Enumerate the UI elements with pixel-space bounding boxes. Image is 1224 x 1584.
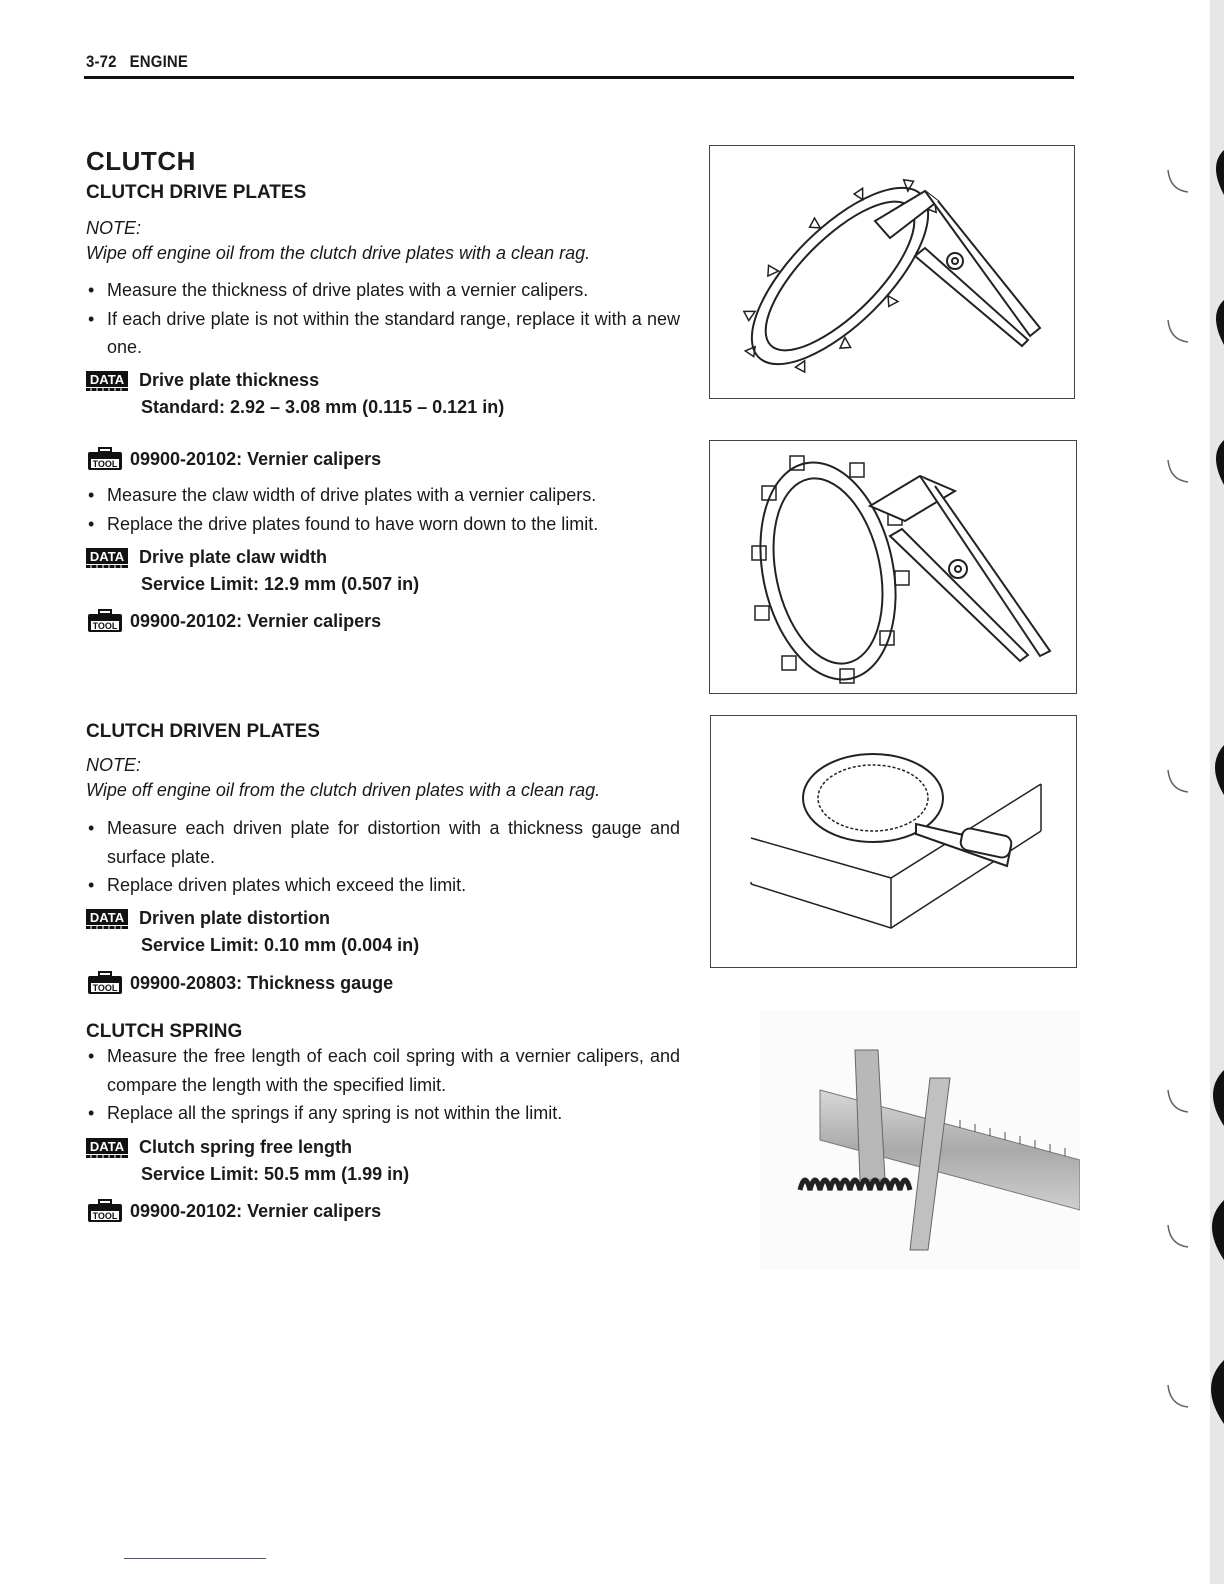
drive-note-text: Wipe off engine oil from the clutch drive plates with a clean rag. <box>86 243 591 263</box>
page-number: 3-72 <box>86 52 117 71</box>
list-item: • Measure the thickness of drive plates with a vernier calipers. <box>86 276 680 305</box>
figure-claw-width <box>709 440 1077 694</box>
tool-label: 09900-20102: Vernier calipers <box>130 610 382 631</box>
driven-bullets <box>86 814 680 900</box>
spring-bullets <box>86 1042 680 1128</box>
spec-value: Service Limit: 12.9 mm (0.507 in) <box>141 574 420 594</box>
spring-caliper-photo <box>760 1010 1080 1270</box>
svg-text:DATA: DATA <box>89 1138 125 1154</box>
page-header <box>86 52 188 72</box>
tool-label: 09900-20803: Thickness gauge <box>130 972 394 993</box>
surface-plate-illustration <box>711 716 1076 967</box>
page-title: CLUTCH <box>86 146 196 176</box>
spec-title: Drive plate thickness <box>139 370 320 390</box>
list-item: • Measure the free length of each coil spring with a vernier calipers, and compare the length with the specified limit. <box>86 1042 680 1099</box>
svg-text:DATA: DATA <box>89 371 125 387</box>
svg-text:TOOL: TOOL <box>92 983 118 993</box>
tool-badge-icon <box>86 446 124 472</box>
svg-text:TOOL: TOOL <box>92 459 118 469</box>
tool-label: 09900-20102: Vernier calipers <box>130 1200 382 1221</box>
spring-tool <box>86 1198 381 1224</box>
driven-note-text: Wipe off engine oil from the clutch driven plates with a clean rag. <box>86 780 601 800</box>
figure-plate-thickness <box>709 145 1075 399</box>
svg-text:TOOL: TOOL <box>92 1211 118 1221</box>
driven-note-label: NOTE: <box>86 755 142 775</box>
drive-tool-1 <box>86 446 381 472</box>
drive-thickness-spec <box>86 367 504 421</box>
header-rule <box>84 76 1074 79</box>
driven-distortion-spec <box>86 905 419 959</box>
drive-note-label: NOTE: <box>86 218 142 238</box>
svg-text:DATA: DATA <box>89 909 125 925</box>
data-badge-icon <box>86 368 130 394</box>
spec-title: Drive plate claw width <box>139 547 328 567</box>
drive-claw-spec <box>86 544 419 598</box>
data-badge-icon <box>86 545 130 571</box>
list-item: • Measure the claw width of drive plates with a vernier calipers. <box>86 481 680 510</box>
spec-title: Driven plate distortion <box>139 908 331 928</box>
spring-length-spec <box>86 1134 409 1188</box>
drive-plates-heading: CLUTCH DRIVE PLATES <box>86 182 307 203</box>
spec-value: Service Limit: 0.10 mm (0.004 in) <box>141 935 420 955</box>
footer-line <box>124 1558 266 1559</box>
tool-label: 09900-20102: Vernier calipers <box>130 448 382 469</box>
svg-text:TOOL: TOOL <box>92 621 118 631</box>
data-badge-icon <box>86 906 130 932</box>
drive-bullets-2 <box>86 481 680 538</box>
tool-badge-icon <box>86 970 124 996</box>
tool-badge-icon <box>86 608 124 634</box>
driven-tool <box>86 970 393 996</box>
drive-tool-2 <box>86 608 381 634</box>
list-item: • Replace driven plates which exceed the limit. <box>86 871 680 900</box>
data-badge-icon <box>86 1135 130 1161</box>
section-name: ENGINE <box>129 52 189 71</box>
list-item: • Replace the drive plates found to have worn down to the limit. <box>86 510 680 539</box>
list-item: • If each drive plate is not within the standard range, replace it with a new one. <box>86 305 680 362</box>
list-item: • Measure each driven plate for distortion with a thickness gauge and surface plate. <box>86 814 680 871</box>
figure-distortion <box>710 715 1077 968</box>
driven-plates-heading: CLUTCH DRIVEN PLATES <box>86 721 320 742</box>
spec-value: Standard: 2.92 – 3.08 mm (0.115 – 0.121 in) <box>141 397 505 417</box>
binder-index-tabs <box>1164 0 1224 1584</box>
spring-caliper-photo-illustration <box>760 1010 1080 1270</box>
tool-badge-icon <box>86 1198 124 1224</box>
list-item: • Replace all the springs if any spring is not within the limit. <box>86 1099 680 1128</box>
spec-title: Clutch spring free length <box>139 1137 353 1157</box>
spring-heading: CLUTCH SPRING <box>86 1021 243 1042</box>
caliper-claw-illustration <box>710 441 1076 693</box>
spec-value: Service Limit: 50.5 mm (1.99 in) <box>141 1164 410 1184</box>
drive-bullets-1 <box>86 276 680 362</box>
svg-text:DATA: DATA <box>89 548 125 564</box>
caliper-thickness-illustration <box>710 146 1074 398</box>
